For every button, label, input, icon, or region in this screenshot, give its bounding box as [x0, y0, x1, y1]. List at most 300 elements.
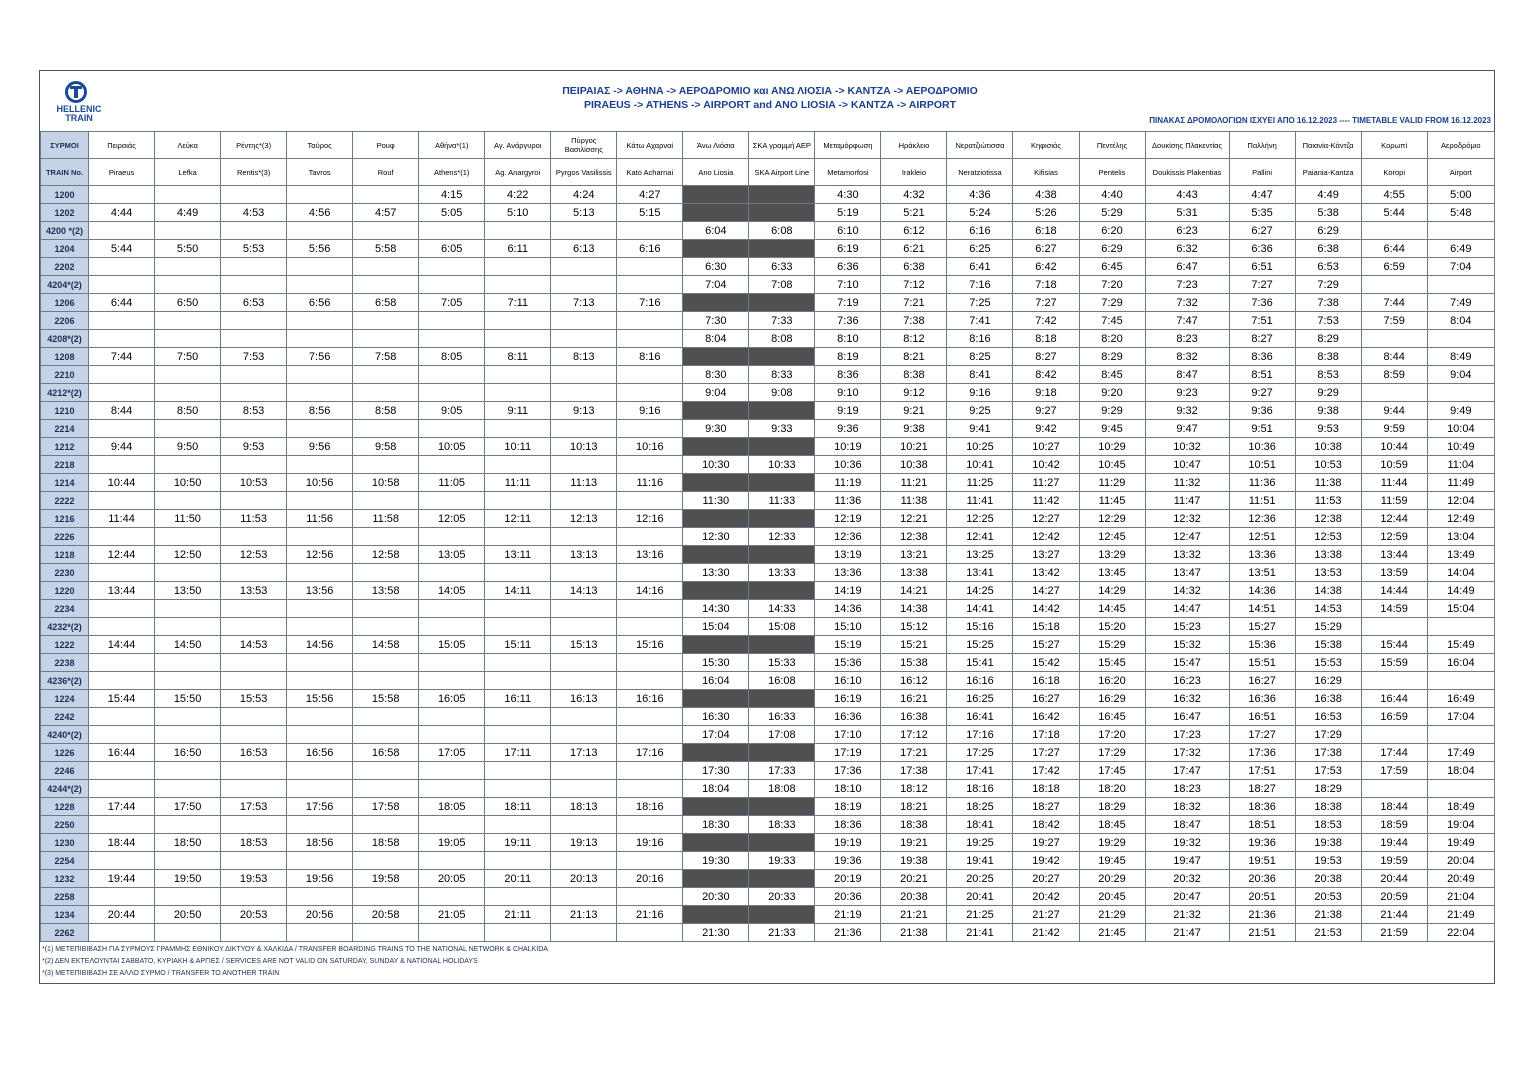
time-cell: 14:33	[749, 600, 815, 618]
time-cell: 17:56	[287, 798, 353, 816]
time-cell: 5:50	[155, 240, 221, 258]
time-cell: 20:36	[815, 888, 881, 906]
timetable-sheet	[39, 70, 1495, 984]
time-cell: 6:41	[947, 258, 1013, 276]
time-cell: 17:53	[1295, 762, 1361, 780]
time-cell	[551, 780, 617, 798]
time-cell	[353, 618, 419, 636]
time-cell: 11:25	[947, 474, 1013, 492]
time-cell	[1361, 618, 1427, 636]
time-cell: 16:33	[749, 708, 815, 726]
time-cell	[749, 690, 815, 708]
time-cell: 12:33	[749, 528, 815, 546]
time-cell: 7:16	[617, 294, 683, 312]
time-cell	[551, 708, 617, 726]
time-cell: 9:53	[1295, 420, 1361, 438]
train-number: 1230	[41, 834, 89, 852]
time-cell: 20:50	[155, 906, 221, 924]
time-cell	[485, 492, 551, 510]
time-cell	[749, 870, 815, 888]
time-cell: 5:26	[1013, 204, 1079, 222]
time-cell: 14:56	[287, 636, 353, 654]
time-cell: 19:42	[1013, 852, 1079, 870]
time-cell: 12:36	[815, 528, 881, 546]
time-cell	[89, 762, 155, 780]
time-cell: 6:33	[749, 258, 815, 276]
time-cell: 12:25	[947, 510, 1013, 528]
time-cell	[551, 816, 617, 834]
train-number: 2222	[41, 492, 89, 510]
time-cell: 16:12	[881, 672, 947, 690]
time-cell: 10:11	[485, 438, 551, 456]
time-cell: 18:23	[1145, 780, 1229, 798]
time-cell: 8:47	[1145, 366, 1229, 384]
time-cell: 8:29	[1295, 330, 1361, 348]
time-cell: 21:45	[1079, 924, 1145, 942]
time-cell: 4:36	[947, 186, 1013, 204]
time-cell: 21:38	[881, 924, 947, 942]
time-cell	[1361, 780, 1427, 798]
time-cell: 10:45	[1079, 456, 1145, 474]
time-cell	[749, 798, 815, 816]
table-row	[41, 204, 1495, 222]
time-cell: 13:36	[1229, 546, 1295, 564]
time-cell	[353, 780, 419, 798]
time-cell: 17:38	[1295, 744, 1361, 762]
time-cell: 8:38	[1295, 348, 1361, 366]
time-cell: 20:42	[1013, 888, 1079, 906]
time-cell: 21:04	[1427, 888, 1494, 906]
time-cell: 15:08	[749, 618, 815, 636]
time-cell: 16:38	[881, 708, 947, 726]
time-cell: 14:36	[815, 600, 881, 618]
time-cell: 14:41	[947, 600, 1013, 618]
time-cell	[221, 654, 287, 672]
time-cell: 18:32	[1145, 798, 1229, 816]
time-cell: 4:53	[221, 204, 287, 222]
time-cell: 7:47	[1145, 312, 1229, 330]
time-cell: 10:47	[1145, 456, 1229, 474]
time-cell: 7:44	[89, 348, 155, 366]
station-header: Πεντέλης	[1079, 132, 1145, 159]
station-header: ΣΚΑ γραμμή ΑΕΡ	[749, 132, 815, 159]
time-cell: 19:36	[1229, 834, 1295, 852]
time-cell: 20:29	[1079, 870, 1145, 888]
time-cell: 21:27	[1013, 906, 1079, 924]
train-number: 1232	[41, 870, 89, 888]
time-cell: 18:29	[1079, 798, 1145, 816]
time-cell	[617, 276, 683, 294]
time-cell: 13:36	[815, 564, 881, 582]
time-cell: 12:50	[155, 546, 221, 564]
time-cell	[551, 258, 617, 276]
time-cell: 18:44	[89, 834, 155, 852]
time-cell: 21:30	[683, 924, 749, 942]
time-cell: 21:21	[881, 906, 947, 924]
time-cell: 9:49	[1427, 402, 1494, 420]
time-cell: 18:27	[1013, 798, 1079, 816]
time-cell	[551, 672, 617, 690]
time-cell: 17:30	[683, 762, 749, 780]
time-cell: 6:51	[1229, 258, 1295, 276]
time-cell: 10:53	[1295, 456, 1361, 474]
time-cell: 6:29	[1295, 222, 1361, 240]
time-cell	[419, 888, 485, 906]
time-cell: 14:29	[1079, 582, 1145, 600]
time-cell: 7:59	[1361, 312, 1427, 330]
train-number: 1200	[41, 186, 89, 204]
time-cell	[89, 726, 155, 744]
time-cell: 19:04	[1427, 816, 1494, 834]
time-cell: 10:36	[1229, 438, 1295, 456]
time-cell	[287, 366, 353, 384]
time-cell	[353, 456, 419, 474]
time-cell	[749, 744, 815, 762]
time-cell: 21:32	[1145, 906, 1229, 924]
time-cell: 19:19	[815, 834, 881, 852]
time-cell: 8:04	[1427, 312, 1494, 330]
time-cell: 17:27	[1013, 744, 1079, 762]
time-cell	[89, 420, 155, 438]
time-cell: 8:56	[287, 402, 353, 420]
time-cell: 16:47	[1145, 708, 1229, 726]
time-cell	[155, 276, 221, 294]
time-cell: 16:25	[947, 690, 1013, 708]
time-cell: 18:45	[1079, 816, 1145, 834]
time-cell: 20:27	[1013, 870, 1079, 888]
time-cell: 18:53	[1295, 816, 1361, 834]
time-cell: 17:45	[1079, 762, 1145, 780]
time-cell: 20:05	[419, 870, 485, 888]
time-cell: 13:25	[947, 546, 1013, 564]
time-cell: 15:30	[683, 654, 749, 672]
train-number: 4240*(2)	[41, 726, 89, 744]
table-row	[41, 672, 1495, 690]
time-cell	[89, 222, 155, 240]
table-row	[41, 636, 1495, 654]
time-cell: 8:30	[683, 366, 749, 384]
station-header: Πύργος Βασιλίσσης	[551, 132, 617, 159]
time-cell	[551, 222, 617, 240]
time-cell	[155, 780, 221, 798]
time-cell: 12:41	[947, 528, 1013, 546]
time-cell: 9:08	[749, 384, 815, 402]
time-cell: 5:53	[221, 240, 287, 258]
time-cell: 5:10	[485, 204, 551, 222]
time-cell: 6:59	[1361, 258, 1427, 276]
time-cell: 20:25	[947, 870, 1013, 888]
time-cell: 18:58	[353, 834, 419, 852]
train-number: 1204	[41, 240, 89, 258]
time-cell	[155, 492, 221, 510]
time-cell: 20:04	[1427, 852, 1494, 870]
time-cell: 17:41	[947, 762, 1013, 780]
time-cell: 10:49	[1427, 438, 1494, 456]
time-cell: 9:58	[353, 438, 419, 456]
time-cell	[221, 564, 287, 582]
time-cell: 11:38	[881, 492, 947, 510]
time-cell: 7:20	[1079, 276, 1145, 294]
time-cell: 9:33	[749, 420, 815, 438]
time-cell: 16:10	[815, 672, 881, 690]
station-header: Pyrgos Vasilissis	[551, 159, 617, 186]
time-cell: 9:11	[485, 402, 551, 420]
time-cell: 6:27	[1013, 240, 1079, 258]
time-cell: 10:05	[419, 438, 485, 456]
time-cell	[551, 384, 617, 402]
time-cell: 20:58	[353, 906, 419, 924]
time-cell: 19:21	[881, 834, 947, 852]
time-cell	[419, 762, 485, 780]
train-number: 1216	[41, 510, 89, 528]
time-cell	[485, 924, 551, 942]
time-cell: 9:50	[155, 438, 221, 456]
train-number: 2250	[41, 816, 89, 834]
time-cell: 8:25	[947, 348, 1013, 366]
station-header: Ρουφ	[353, 132, 419, 159]
time-cell	[353, 564, 419, 582]
time-cell: 13:13	[551, 546, 617, 564]
table-row	[41, 600, 1495, 618]
time-cell: 13:19	[815, 546, 881, 564]
time-cell: 13:58	[353, 582, 419, 600]
time-cell: 12:53	[1295, 528, 1361, 546]
time-cell	[287, 258, 353, 276]
time-cell: 5:35	[1229, 204, 1295, 222]
time-cell: 6:18	[1013, 222, 1079, 240]
time-cell: 12:36	[1229, 510, 1295, 528]
time-cell	[221, 528, 287, 546]
time-cell	[89, 780, 155, 798]
time-cell	[551, 330, 617, 348]
station-header: Kifisias	[1013, 159, 1079, 186]
time-cell	[485, 312, 551, 330]
time-cell: 16:27	[1013, 690, 1079, 708]
time-cell	[617, 330, 683, 348]
time-cell	[485, 366, 551, 384]
time-cell: 8:16	[617, 348, 683, 366]
time-cell: 12:44	[1361, 510, 1427, 528]
time-cell: 7:51	[1229, 312, 1295, 330]
time-cell	[221, 420, 287, 438]
time-cell: 19:51	[1229, 852, 1295, 870]
train-number: 4236*(2)	[41, 672, 89, 690]
time-cell: 12:49	[1427, 510, 1494, 528]
time-cell: 6:10	[815, 222, 881, 240]
time-cell: 11:56	[287, 510, 353, 528]
time-cell: 14:30	[683, 600, 749, 618]
time-cell: 15:50	[155, 690, 221, 708]
time-cell: 17:44	[1361, 744, 1427, 762]
time-cell	[287, 762, 353, 780]
time-cell: 11:42	[1013, 492, 1079, 510]
time-cell: 18:41	[947, 816, 1013, 834]
time-cell	[617, 726, 683, 744]
time-cell: 15:19	[815, 636, 881, 654]
time-cell	[749, 474, 815, 492]
time-cell: 7:44	[1361, 294, 1427, 312]
time-cell: 14:51	[1229, 600, 1295, 618]
time-cell: 12:19	[815, 510, 881, 528]
time-cell: 17:58	[353, 798, 419, 816]
time-cell	[551, 852, 617, 870]
train-number: 2210	[41, 366, 89, 384]
station-header: Λεύκα	[155, 132, 221, 159]
time-cell	[551, 276, 617, 294]
time-cell	[551, 420, 617, 438]
train-number: 2218	[41, 456, 89, 474]
time-cell: 21:16	[617, 906, 683, 924]
time-cell: 17:16	[947, 726, 1013, 744]
time-cell	[683, 870, 749, 888]
time-cell: 12:29	[1079, 510, 1145, 528]
time-cell	[485, 330, 551, 348]
time-cell	[353, 384, 419, 402]
time-cell: 21:13	[551, 906, 617, 924]
time-cell: 11:30	[683, 492, 749, 510]
time-cell: 8:21	[881, 348, 947, 366]
station-header: Paiania-Kantza	[1295, 159, 1361, 186]
time-cell: 11:44	[1361, 474, 1427, 492]
time-cell: 15:29	[1295, 618, 1361, 636]
train-number: 2206	[41, 312, 89, 330]
time-cell	[221, 726, 287, 744]
time-cell: 17:38	[881, 762, 947, 780]
time-cell: 8:04	[683, 330, 749, 348]
time-cell: 6:20	[1079, 222, 1145, 240]
station-header: Ano Liosia	[683, 159, 749, 186]
time-cell: 7:13	[551, 294, 617, 312]
time-cell: 7:18	[1013, 276, 1079, 294]
time-cell: 20:53	[221, 906, 287, 924]
time-cell	[1361, 672, 1427, 690]
time-cell	[155, 654, 221, 672]
time-cell	[155, 186, 221, 204]
time-cell: 7:41	[947, 312, 1013, 330]
time-cell: 6:56	[287, 294, 353, 312]
time-cell: 18:08	[749, 780, 815, 798]
time-cell	[551, 456, 617, 474]
train-number: 4208*(2)	[41, 330, 89, 348]
time-cell	[353, 708, 419, 726]
time-cell	[485, 600, 551, 618]
time-cell: 15:04	[1427, 600, 1494, 618]
table-row	[41, 402, 1495, 420]
table-row	[41, 240, 1495, 258]
time-cell: 13:51	[1229, 564, 1295, 582]
time-cell: 18:19	[815, 798, 881, 816]
time-cell: 10:53	[221, 474, 287, 492]
time-cell: 4:44	[89, 204, 155, 222]
time-cell: 16:19	[815, 690, 881, 708]
time-cell: 11:58	[353, 510, 419, 528]
time-cell: 9:30	[683, 420, 749, 438]
time-cell	[419, 222, 485, 240]
time-cell: 9:47	[1145, 420, 1229, 438]
time-cell	[617, 384, 683, 402]
station-header: Airport	[1427, 159, 1494, 186]
time-cell: 21:25	[947, 906, 1013, 924]
train-number: 4212*(2)	[41, 384, 89, 402]
time-cell	[419, 618, 485, 636]
train-number: 1218	[41, 546, 89, 564]
time-cell	[1427, 672, 1494, 690]
time-cell	[683, 798, 749, 816]
time-cell: 15:47	[1145, 654, 1229, 672]
time-cell: 10:59	[1361, 456, 1427, 474]
time-cell: 16:08	[749, 672, 815, 690]
time-cell: 20:11	[485, 870, 551, 888]
time-cell: 8:19	[815, 348, 881, 366]
time-cell: 20:38	[1295, 870, 1361, 888]
time-cell: 8:32	[1145, 348, 1229, 366]
time-cell	[353, 366, 419, 384]
time-cell	[419, 852, 485, 870]
time-cell	[221, 222, 287, 240]
time-cell: 17:29	[1079, 744, 1145, 762]
time-cell: 17:04	[1427, 708, 1494, 726]
time-cell	[1361, 726, 1427, 744]
time-cell: 7:16	[947, 276, 1013, 294]
time-cell: 9:36	[1229, 402, 1295, 420]
time-cell	[617, 852, 683, 870]
time-cell: 5:24	[947, 204, 1013, 222]
time-cell: 13:44	[89, 582, 155, 600]
train-number: 4204*(2)	[41, 276, 89, 294]
time-cell: 9:13	[551, 402, 617, 420]
time-cell	[1427, 618, 1494, 636]
train-number: 2242	[41, 708, 89, 726]
time-cell	[749, 906, 815, 924]
time-cell: 14:13	[551, 582, 617, 600]
time-cell: 12:32	[1145, 510, 1229, 528]
time-cell	[617, 600, 683, 618]
time-cell	[683, 582, 749, 600]
footnote: *(3) ΜΕΤΕΠΙΒΙΒΑΣΗ ΣΕ ΑΛΛΟ ΣΥΡΜΟ / TRANSFER TO ANOTHER TRAIN	[42, 970, 280, 977]
time-cell: 4:56	[287, 204, 353, 222]
train-number: 1226	[41, 744, 89, 762]
table-row	[41, 510, 1495, 528]
time-cell: 16:59	[1361, 708, 1427, 726]
time-cell	[485, 888, 551, 906]
table-row	[41, 420, 1495, 438]
time-cell: 18:59	[1361, 816, 1427, 834]
time-cell	[353, 654, 419, 672]
time-cell: 4:32	[881, 186, 947, 204]
time-cell: 7:53	[221, 348, 287, 366]
time-cell: 8:05	[419, 348, 485, 366]
station-header: Κορωπί	[1361, 132, 1427, 159]
table-row	[41, 816, 1495, 834]
station-header: Irakleio	[881, 159, 947, 186]
train-number: 4200 *(2)	[41, 222, 89, 240]
time-cell: 19:27	[1013, 834, 1079, 852]
time-cell: 8:44	[89, 402, 155, 420]
logo-line2: TRAIN	[65, 113, 93, 123]
time-cell: 14:59	[1361, 600, 1427, 618]
time-cell: 6:16	[617, 240, 683, 258]
time-cell	[749, 636, 815, 654]
time-cell	[551, 366, 617, 384]
table-row	[41, 582, 1495, 600]
time-cell: 18:18	[1013, 780, 1079, 798]
time-cell: 14:42	[1013, 600, 1079, 618]
time-cell	[617, 492, 683, 510]
table-row	[41, 762, 1495, 780]
table-row	[41, 834, 1495, 852]
time-cell: 8:10	[815, 330, 881, 348]
time-cell: 6:44	[1361, 240, 1427, 258]
